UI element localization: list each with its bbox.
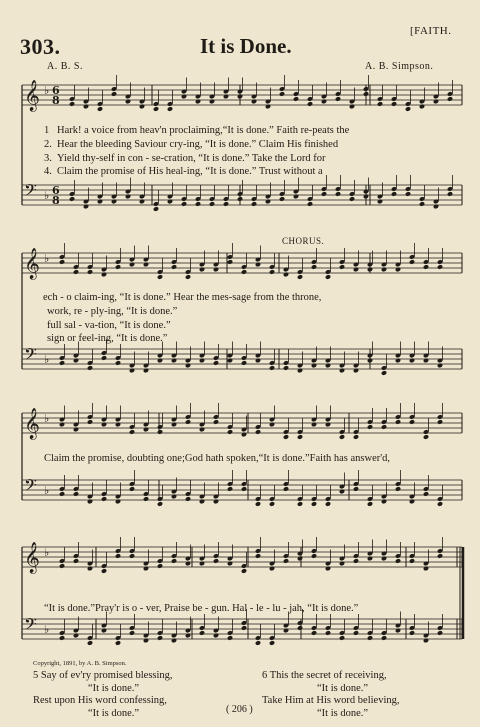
note	[73, 358, 79, 364]
note	[185, 363, 191, 369]
treble-clef-icon: 𝄞	[24, 80, 40, 111]
note	[395, 628, 401, 634]
note	[111, 199, 117, 205]
note	[255, 358, 261, 364]
note	[269, 269, 275, 275]
note	[115, 422, 121, 428]
note	[423, 491, 429, 497]
note	[157, 563, 163, 569]
note	[325, 630, 331, 636]
note	[241, 568, 247, 574]
note	[101, 355, 107, 361]
note	[143, 638, 149, 644]
note	[367, 501, 373, 507]
note	[409, 499, 415, 505]
note	[87, 269, 93, 275]
note	[195, 201, 201, 207]
note	[83, 204, 89, 210]
note	[437, 501, 443, 507]
note	[227, 429, 233, 435]
note	[125, 99, 131, 105]
note	[227, 561, 233, 567]
note	[83, 104, 89, 110]
system2-lyrics	[43, 291, 321, 346]
note	[157, 358, 163, 364]
note	[391, 191, 397, 197]
note	[367, 556, 373, 562]
note	[353, 486, 359, 492]
system1-lyrics	[44, 124, 349, 179]
note	[283, 486, 289, 492]
note	[269, 640, 275, 646]
note	[367, 424, 373, 430]
note	[395, 558, 401, 564]
note	[311, 553, 317, 559]
note	[405, 106, 411, 112]
lyric-line-2-1: ech - o claim-ing, “It is done.” Hear the mes-sage from the throne,	[43, 292, 322, 303]
flat-icon: ♭	[44, 84, 50, 97]
note	[143, 368, 149, 374]
note	[209, 201, 215, 207]
note	[339, 635, 345, 641]
note	[157, 635, 163, 641]
note	[87, 499, 93, 505]
note	[157, 429, 163, 435]
note	[251, 99, 257, 105]
note	[279, 196, 285, 202]
note	[437, 630, 443, 636]
lyric-line-1: 1 Hark! a voice from heav'n proclaiming,“It is done.” Faith re-peats the	[44, 125, 350, 136]
note	[283, 558, 289, 564]
note	[143, 566, 149, 572]
note	[409, 259, 415, 265]
note	[129, 630, 135, 636]
note	[227, 259, 233, 265]
note	[73, 269, 79, 275]
note	[349, 196, 355, 202]
note	[213, 360, 219, 366]
note	[101, 496, 107, 502]
words-credit: A. B. S.	[47, 61, 83, 72]
time-signature: 6	[52, 184, 60, 197]
note	[325, 566, 331, 572]
note	[227, 358, 233, 364]
note	[437, 553, 443, 559]
note	[59, 259, 65, 265]
note	[255, 553, 261, 559]
note	[167, 199, 173, 205]
note	[213, 419, 219, 425]
note	[339, 561, 345, 567]
flat-icon: ♭	[44, 353, 50, 366]
flat-icon: ♭	[44, 623, 50, 636]
note	[409, 419, 415, 425]
note	[419, 201, 425, 207]
note	[297, 501, 303, 507]
flat-icon: ♭	[44, 484, 50, 497]
note	[241, 432, 247, 438]
note	[349, 104, 355, 110]
note	[125, 194, 131, 200]
note	[73, 633, 79, 639]
note	[395, 267, 401, 273]
note	[423, 434, 429, 440]
lyric-line-3: 3. Yield thy-self in con - se-cration, “It is done.” Take the Lord for	[44, 152, 326, 164]
note	[171, 422, 177, 428]
note	[209, 99, 215, 105]
note	[297, 625, 303, 631]
note	[409, 358, 415, 364]
note	[297, 368, 303, 374]
note	[87, 419, 93, 425]
note	[265, 199, 271, 205]
lyric-line-2-4: sign or feel-ing, “It is done.”	[47, 333, 168, 345]
note	[423, 264, 429, 270]
note	[167, 106, 173, 112]
flat-icon: ♭	[44, 252, 50, 265]
note	[381, 267, 387, 273]
music-credit: A. B. Simpson.	[365, 61, 434, 72]
note	[115, 499, 121, 505]
note	[307, 101, 313, 107]
note	[129, 368, 135, 374]
note	[307, 201, 313, 207]
note	[423, 566, 429, 572]
note	[255, 262, 261, 268]
lyric-line-4: 4. Claim the promise of His heal-ing, “It is done.” Trust without a	[44, 166, 323, 178]
bass-clef-icon: 𝄢	[24, 180, 37, 204]
note	[157, 501, 163, 507]
note	[409, 558, 415, 564]
note	[115, 264, 121, 270]
note	[171, 494, 177, 500]
note	[139, 199, 145, 205]
note	[59, 491, 65, 497]
note	[311, 264, 317, 270]
note	[437, 363, 443, 369]
note	[269, 566, 275, 572]
note	[153, 106, 159, 112]
note	[251, 201, 257, 207]
flat-icon: ♭	[44, 189, 50, 202]
flat-icon: ♭	[44, 412, 50, 425]
note	[447, 191, 453, 197]
note	[437, 264, 443, 270]
note	[363, 194, 369, 200]
note	[339, 264, 345, 270]
stanza-number: 6	[262, 670, 268, 681]
note	[297, 434, 303, 440]
flat-icon: ♭	[44, 546, 50, 559]
hymn-title: It is Done.	[200, 34, 292, 58]
note	[241, 625, 247, 631]
note	[185, 633, 191, 639]
note	[339, 434, 345, 440]
note	[381, 556, 387, 562]
note	[433, 204, 439, 210]
note	[283, 628, 289, 634]
note	[367, 267, 373, 273]
note	[213, 558, 219, 564]
note	[157, 274, 163, 280]
note	[185, 274, 191, 280]
note	[129, 262, 135, 268]
note	[101, 628, 107, 634]
note	[199, 358, 205, 364]
note	[185, 419, 191, 425]
note	[377, 101, 383, 107]
note	[59, 360, 65, 366]
note	[97, 106, 103, 112]
note	[73, 491, 79, 497]
note	[283, 365, 289, 371]
note	[297, 274, 303, 280]
note	[87, 365, 93, 371]
note	[311, 422, 317, 428]
note	[213, 633, 219, 639]
note	[199, 267, 205, 273]
note	[185, 561, 191, 567]
note	[297, 556, 303, 562]
note	[237, 94, 243, 100]
note	[73, 427, 79, 433]
note	[171, 264, 177, 270]
note	[129, 553, 135, 559]
note	[111, 91, 117, 97]
note	[423, 358, 429, 364]
note	[213, 499, 219, 505]
note	[241, 486, 247, 492]
note	[339, 489, 345, 495]
note	[419, 104, 425, 110]
page-number: ( 206 )	[226, 704, 253, 715]
note	[353, 558, 359, 564]
stanza-6: 6 This the secret of receiving, “It is done.” Take Him at His word believing, “It is done.”	[262, 670, 400, 719]
note	[269, 422, 275, 428]
note	[143, 496, 149, 502]
note	[363, 91, 369, 97]
lyric-line-2: 2. Hear the bleeding Saviour cry-ing, “It is done.” Claim His finished	[44, 138, 339, 150]
note	[321, 99, 327, 105]
note	[87, 640, 93, 646]
note	[325, 363, 331, 369]
note	[311, 363, 317, 369]
chorus-label: CHORUS.	[282, 236, 325, 246]
note	[237, 196, 243, 202]
note	[97, 199, 103, 205]
note	[395, 419, 401, 425]
note	[139, 104, 145, 110]
note	[73, 558, 79, 564]
system4-lyrics: “It is done.”Pray'r is o - ver, Praise be - gun. Hal - le - lu - jah, “It is done.”	[44, 603, 359, 614]
note	[353, 267, 359, 273]
note	[115, 640, 121, 646]
note	[181, 94, 187, 100]
time-signature: 8	[52, 194, 60, 207]
time-signature: 6	[52, 84, 60, 97]
note	[265, 104, 271, 110]
note	[143, 262, 149, 268]
note	[325, 274, 331, 280]
treble-clef-icon: 𝄞	[24, 542, 40, 573]
note	[213, 267, 219, 273]
system3-lyrics: Claim the promise, doubting one;God hath spoken,“It is done.”Faith has answer'd,	[44, 453, 390, 464]
note	[69, 196, 75, 202]
note	[279, 91, 285, 97]
note	[381, 635, 387, 641]
treble-clef-icon: 𝄞	[24, 248, 40, 279]
note	[447, 96, 453, 102]
note	[353, 434, 359, 440]
treble-clef-icon: 𝄞	[24, 408, 40, 439]
note	[339, 368, 345, 374]
note	[153, 206, 159, 212]
note	[69, 101, 75, 107]
note	[199, 630, 205, 636]
note	[223, 94, 229, 100]
note	[199, 427, 205, 433]
lyric-line-2-3: full sal - va-tion, “It is done.”	[47, 319, 171, 331]
stanza-5: 5 Say of ev'ry promised blessing, “It is done.” Rest upon His word confessing, “It is done.”	[33, 670, 173, 719]
note	[353, 368, 359, 374]
note	[311, 630, 317, 636]
note	[381, 499, 387, 505]
note	[101, 568, 107, 574]
note	[199, 499, 205, 505]
note	[227, 635, 233, 641]
note	[381, 370, 387, 376]
note	[199, 561, 205, 567]
note	[255, 640, 261, 646]
note	[377, 199, 383, 205]
note	[293, 96, 299, 102]
note	[335, 96, 341, 102]
note	[59, 422, 65, 428]
note	[423, 638, 429, 644]
note	[195, 99, 201, 105]
note	[101, 422, 107, 428]
note	[241, 360, 247, 366]
note	[321, 191, 327, 197]
note	[87, 566, 93, 572]
note	[129, 429, 135, 435]
note	[293, 194, 299, 200]
bass-clef-icon: 𝄢	[24, 614, 37, 638]
note	[353, 630, 359, 636]
note	[405, 191, 411, 197]
note	[255, 429, 261, 435]
note	[241, 269, 247, 275]
stanza-number: 5	[33, 670, 39, 681]
note	[391, 101, 397, 107]
note	[223, 201, 229, 207]
note	[115, 360, 121, 366]
note	[185, 496, 191, 502]
note	[143, 427, 149, 433]
note	[171, 358, 177, 364]
note	[325, 501, 331, 507]
note	[395, 358, 401, 364]
note	[395, 486, 401, 492]
note	[325, 422, 331, 428]
hymn-category: [FAITH.	[410, 25, 452, 37]
note	[269, 501, 275, 507]
time-signature: 8	[52, 94, 60, 107]
note	[367, 635, 373, 641]
note	[101, 272, 107, 278]
note	[283, 272, 289, 278]
note	[283, 434, 289, 440]
note	[437, 419, 443, 425]
note	[367, 358, 373, 364]
copyright: Copyright, 1891, by A. B. Simpson.	[33, 660, 127, 667]
note	[115, 553, 121, 559]
note	[59, 635, 65, 641]
lyric-line-2-2: work, re - ply-ing, “It is done.”	[47, 305, 178, 317]
note	[409, 630, 415, 636]
note	[433, 99, 439, 105]
note	[335, 191, 341, 197]
note	[129, 486, 135, 492]
note	[269, 365, 275, 371]
hymn-number: 303.	[20, 34, 61, 59]
note	[381, 424, 387, 430]
bass-clef-icon: 𝄢	[24, 344, 37, 368]
note	[59, 563, 65, 569]
note	[227, 486, 233, 492]
note	[181, 201, 187, 207]
note	[171, 638, 177, 644]
note	[255, 501, 261, 507]
note	[171, 558, 177, 564]
bass-clef-icon: 𝄢	[24, 475, 37, 499]
note	[311, 501, 317, 507]
